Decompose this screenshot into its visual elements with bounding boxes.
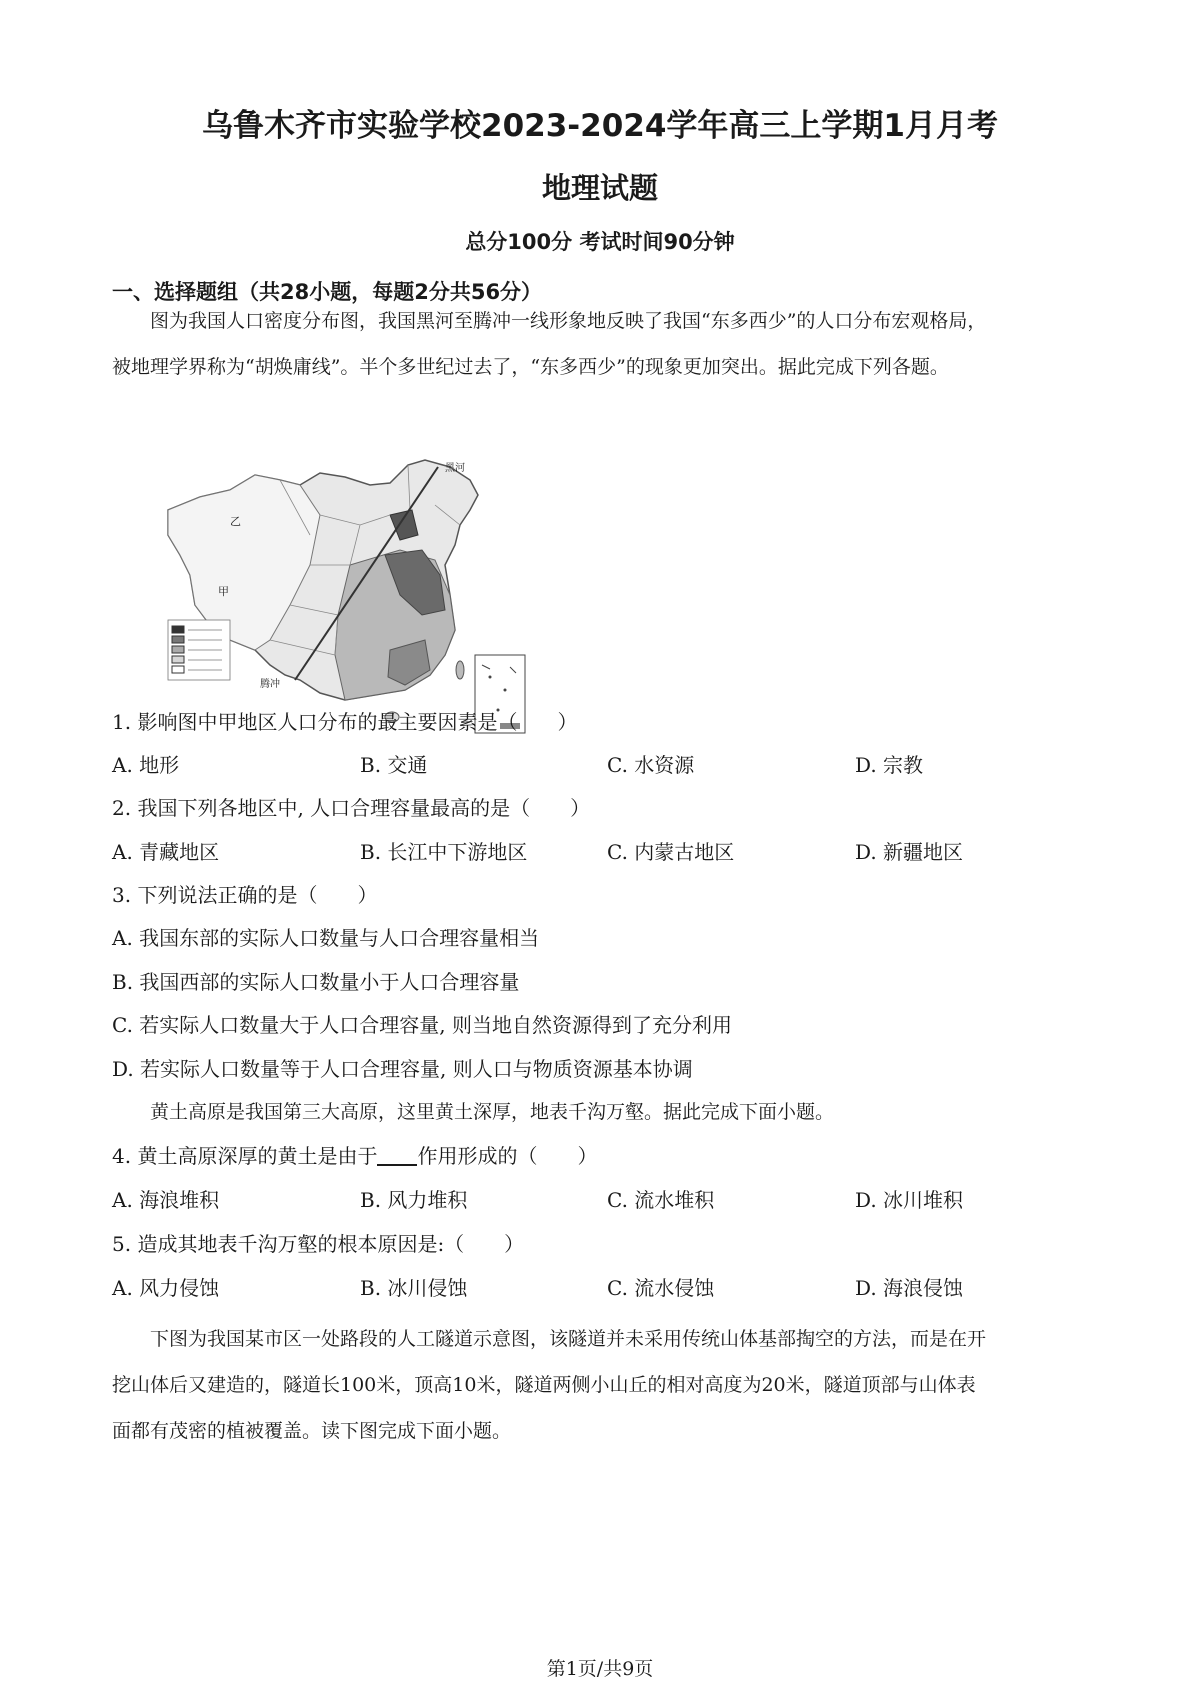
question-3: 3. 下列说法正确的是（ ） <box>112 883 378 907</box>
q4-option-a: A. 海浪堆积 <box>112 1188 220 1212</box>
passage-1-line-1: 图为我国人口密度分布图，我国黑河至腾冲一线形象地反映了我国“东多西少”的人口分布宏观格局， <box>150 310 987 332</box>
exam-subject: 地理试题 <box>541 171 658 205</box>
section-heading: 一、选择题组（共28小题，每题2分共56分） <box>112 280 543 304</box>
q5-option-c: C. 流水侵蚀 <box>607 1276 715 1300</box>
map-label-jia: 甲 <box>218 585 229 598</box>
passage-3-line-2: 挖山体后又建造的，隧道长100米，顶高10米，隧道两侧小山丘的相对高度为20米，隧道顶部与山体表 <box>112 1374 976 1396</box>
taiwan-island <box>456 661 464 679</box>
passage-1-line-2: 被地理学界称为“胡焕庸线”。半个多世纪过去了，“东多西少”的现象更加突出。据此完成下列各题。 <box>112 356 949 378</box>
q3-option-c: C. 若实际人口数量大于人口合理容量, 则当地自然资源得到了充分利用 <box>112 1013 733 1037</box>
q3-option-a: A. 我国东部的实际人口数量与人口合理容量相当 <box>112 926 540 950</box>
exam-info: 总分100分 考试时间90分钟 <box>465 230 735 254</box>
q2-option-a: A. 青藏地区 <box>112 840 220 864</box>
question-4 <box>112 1140 597 1169</box>
q2-option-c: C. 内蒙古地区 <box>607 840 735 864</box>
map-label-heihe: 黑河 <box>445 463 465 474</box>
passage-2: 黄土高原是我国第三大高原，这里黄土深厚，地表千沟万壑。据此完成下面小题。 <box>150 1101 835 1123</box>
q1-option-b: B. 交通 <box>360 753 428 777</box>
q5-option-d: D. 海浪侵蚀 <box>855 1276 964 1300</box>
q1-option-c: C. 水资源 <box>607 753 695 777</box>
q3-option-d: D. 若实际人口数量等于人口合理容量, 则人口与物质资源基本协调 <box>112 1057 693 1081</box>
map-label-yi: 乙 <box>230 515 241 528</box>
map-legend <box>168 620 230 680</box>
passage-3-line-1: 下图为我国某市区一处路段的人工隧道示意图，该隧道并未采用传统山体基部掏空的方法，而是在开 <box>150 1328 987 1350</box>
q5-option-a: A. 风力侵蚀 <box>112 1276 220 1300</box>
map-label-tengchong: 腾冲 <box>260 679 280 690</box>
question-1: 1. 影响图中甲地区人口分布的最主要因素是（ ） <box>112 710 578 734</box>
population-density-map <box>160 455 570 740</box>
q3-option-b: B. 我国西部的实际人口数量小于人口合理容量 <box>112 970 520 994</box>
q4-blank <box>377 1146 417 1166</box>
q4-option-b: B. 风力堆积 <box>360 1188 468 1212</box>
q4-option-d: D. 冰川堆积 <box>855 1188 964 1212</box>
passage-1 <box>112 298 1092 390</box>
passage-3 <box>112 1316 1092 1454</box>
question-2: 2. 我国下列各地区中, 人口合理容量最高的是（ ） <box>112 796 591 820</box>
q2-option-b: B. 长江中下游地区 <box>360 840 528 864</box>
page-number: 第1页/共9页 <box>546 1658 654 1680</box>
question-5: 5. 造成其地表千沟万壑的根本原因是:（ ） <box>112 1232 525 1256</box>
q1-option-a: A. 地形 <box>112 753 180 777</box>
q1-option-d: D. 宗教 <box>855 753 924 777</box>
passage-3-line-3: 面都有茂密的植被覆盖。读下图完成下面小题。 <box>112 1420 512 1442</box>
q2-option-d: D. 新疆地区 <box>855 840 964 864</box>
q4-stem-part-2: 作用形成的（ ） <box>417 1144 598 1168</box>
q4-stem-part-1: 4. 黄土高原深厚的黄土是由于 <box>112 1144 378 1168</box>
q5-option-b: B. 冰川侵蚀 <box>360 1276 468 1300</box>
q4-option-c: C. 流水堆积 <box>607 1188 715 1212</box>
exam-title: 乌鲁木齐市实验学校2023-2024学年高三上学期1月月考 <box>202 108 998 144</box>
